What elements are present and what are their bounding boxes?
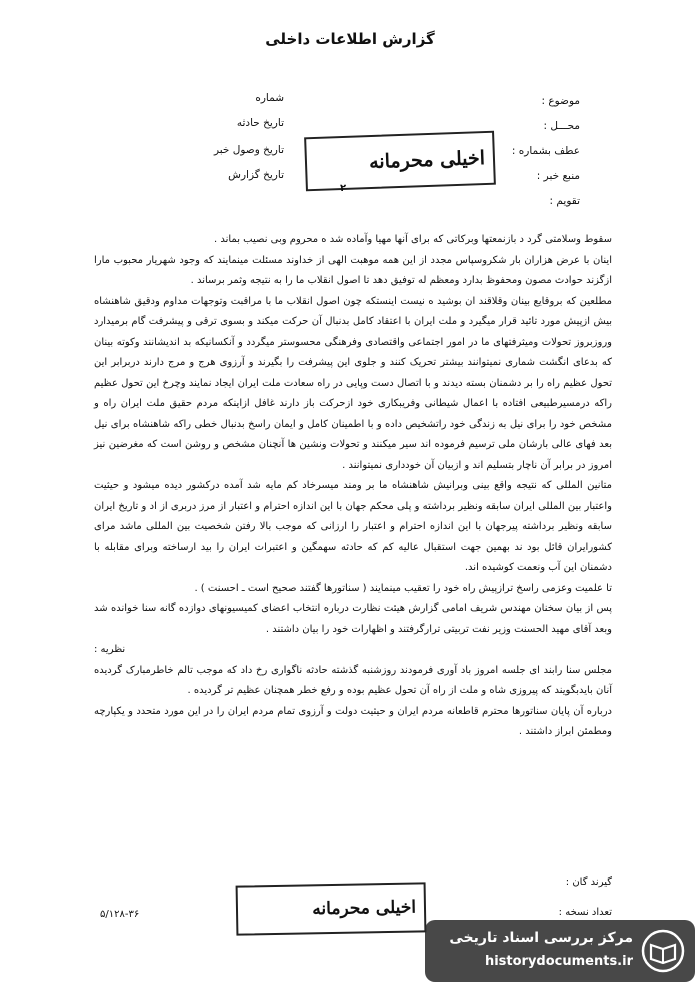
body-paragraph: اینان با عرض هزاران بار شکروسپاس مجدد از این همه موهبت الهی از خداوند مسئلت مینمایند که وجود شهریار محبوب مارا ازگزند حوادث مصون ومحفوظ بدارد ومعظم له توفیق دهد تا اصول انقلاب ما را به نتیجه وثمر برساند .	[94, 254, 612, 286]
watermark-title: مرکز بررسی اسناد تاریخی	[449, 930, 633, 946]
document-number: ۵/۱۲۸-۳۶	[100, 909, 140, 920]
evaluation-field: تقویم :	[549, 195, 580, 207]
location-field: محـــل :	[543, 120, 580, 132]
report-date-field: تاریخ گزارش	[228, 169, 284, 181]
confidential-stamp-bottom: اخیلی محرمانه	[236, 882, 427, 935]
body-paragraph: پس از بیان سخنان مهندس شریف امامی گزارش هیئت نظارت درباره انتخاب اعضای کمیسیونهای دوازده گانه سنا خوانده شد وبعد آقای مهید الحسنت وزیر نفت تربیتی ترارگرفتند و اظهارات خود را بیان داشتند .	[94, 603, 612, 635]
reference-field: عطف بشماره :	[511, 145, 580, 157]
watermark-url: historydocuments.ir	[484, 954, 633, 969]
body-paragraph: مجلس سنا رابند ای جلسه امروز باد آوری فرمودند روزشنبه گذشته حادثه ناگواری رخ داد که موجب تالم خاطرمبارک گردیده آنان بایدبگویند که پیروزی شاه و ملت از راه آن تحول عظیم بوده و رفع خطر همچنان عظیم تر گردیده .	[94, 664, 612, 696]
incident-date-field: تاریخ حادثه	[236, 117, 284, 129]
body-paragraph: درباره آن پایان سناتورها محترم قاطعانه مردم ایران و حیثیت دولت و آرزوی تمام مردم ایران را در این مورد متحدد و یکپارچه ومطمئن ابراز داشتند .	[94, 705, 612, 737]
archive-watermark	[425, 920, 695, 982]
body-paragraph: مطلعین که بروقایع بینان وقلاقند ان بوشید ه نیست اینستکه چون اصول انقلاب ما با مراقبت وتوجهات مداوم ودقیق شاهنشاه بیش ازپیش مورد تائید قرار میگیرد و ملت ایران با اعتقاد کامل بدنبال آن حرکت میکند و بسوی ترقی و پیشرفت گام برمیدارد وروزبروز تحولات ومیثرفتهای ما در امور اجتماعی واقتصادی وفرهنگی محسوستر میگردد و آنکسانیکه بد اندیشانند وکوته بینان که بدعای انگشت شماری نمیتوانند بیشتر تحریک کنند و جلوی این پیشرفت را بگیرند و آرزوی هرج و مرج دارند دربرابر این تحول عظیم راه را بر دشمنان بسته دیدند و با اتصال دست وپایی در راه سعادت ملت ایران ایجاد نمایند وچرخ این تحول عظیم راکه درمسیرطبیعی افتاده با اعمال شیطانی وفریبکاری خود ازحرکت باز دارند غافل ازاینکه مردم حقیق ملت ایران راه و مشخص خود را برای نیل به زندگی خود راتشخیص داده و با اطمینان کامل و ایمان راسخ بدنبال خطی راکه شاهنشاه برای نیل بعد فهای عالی بارشان ملی ترسیم فرموده اند سیر میکنند و تحولات ونشین ها آنچنان مشخص و روشن است که مغرضین نیز امروز در برابر آن ناچار بتسلیم اند و ازبیان آن خودداری نمیتوانند .	[94, 295, 612, 471]
source-field: منبع خبر :	[536, 170, 580, 182]
received-date-field: تاریخ وصول خبر	[213, 144, 284, 156]
subject-field: موضوع :	[541, 95, 580, 107]
number-field: شماره	[255, 92, 284, 104]
body-paragraph: تا علمیت وعزمی راسخ ترازپیش راه خود را تعقیب مینمایند ( سناتورها گفتند صحیح است ـ احسنت ) .	[194, 582, 612, 594]
page-title: گزارش اطلاعات داخلی	[265, 30, 435, 48]
nazariye-label: نظریه :	[94, 644, 126, 655]
page-mark: ۲	[340, 183, 347, 194]
body-paragraph: سقوط وسلامتی گرد د بازنمعتها وبرکاتی که برای آنها مهیا وآماده شد ه محروم وبی نصیب بماند .	[214, 234, 612, 245]
report-body	[94, 230, 612, 743]
body-paragraph: متانین المللی که نتیجه واقع بینی وبرانیش شاهنشاه ما بر ومند میسرخاد کم مایه شد آمده درکشور دیده میشود و حیثیت واعتبار بین المللی ایران سابقه ونظیر برداشته و پلی محکم جهان با این اندازه احترام و اعتبار از مرز دربری از اد و تاریخ ایران سابقه ونظیر برداشته پیرجهان با این اندازه احترام و اعتبار را ارزانی که موجب بالا رفتن شخصیت بین المللی ماشد مرای کشورایران قائل بود ند بهمین جهت استقبال عالیه کم که حادثه سهمگین و اعتبرات ایران را بید ارساخته وبرای مقابله با دشمنان این آب ونعمت کوشیده اند.	[94, 480, 612, 573]
recipients-label: گیرند گان :	[565, 877, 612, 888]
copies-label: تعداد نسخه :	[558, 907, 612, 918]
confidential-stamp-top: اخیلی محرمانه	[304, 131, 496, 192]
book-logo-icon	[641, 929, 685, 973]
